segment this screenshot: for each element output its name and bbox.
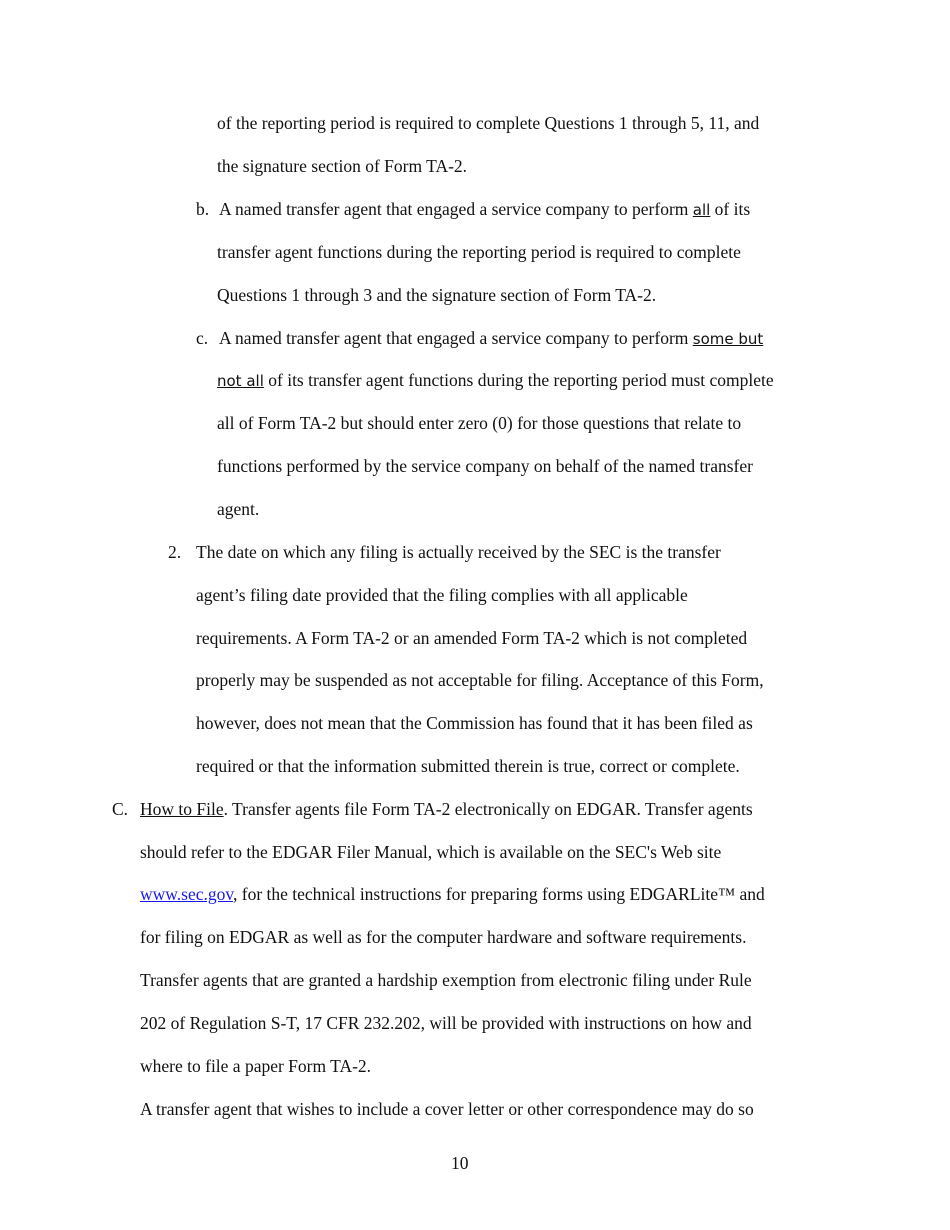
item-a-line-2: the signature section of Form TA-2. <box>217 156 468 176</box>
item-2-line-1: The date on which any filing is actually received by the SEC is the transfer <box>196 542 721 562</box>
section-c-line-7: where to file a paper Form TA-2. <box>140 1056 372 1076</box>
section-c-line-2: should refer to the EDGAR Filer Manual, which is available on the SEC's Web site <box>140 842 722 862</box>
item-b-text-tail: of its <box>710 199 751 219</box>
sec-website-link[interactable]: www.sec.gov <box>140 884 233 904</box>
item-2-line-6: required or that the information submitted therein is true, correct or complete. <box>196 756 740 776</box>
section-c-marker: C. <box>112 799 129 819</box>
item-b-line-2: transfer agent functions during the reporting period is required to complete <box>217 242 741 262</box>
item-2-line-5: however, does not mean that the Commission has found that it has been filed as <box>196 713 753 733</box>
item-a-line-1: of the reporting period is required to complete Questions 1 through 5, 11, and <box>217 113 760 133</box>
item-c-emphasis-1: some but <box>692 330 764 348</box>
item-2-line-3: requirements. A Form TA-2 or an amended Form TA-2 which is not completed <box>196 628 748 648</box>
item-2-marker: 2. <box>168 542 182 562</box>
item-b-line-1 <box>219 198 750 221</box>
item-b-text: A named transfer agent that engaged a service company to perform <box>219 199 693 219</box>
section-c-line-3-text: , for the technical instructions for preparing forms using EDGARLite™ and <box>233 884 765 904</box>
item-c-marker: c. <box>196 328 209 348</box>
item-c-line-1 <box>219 327 763 350</box>
section-c-line-1-text: . Transfer agents file Form TA-2 electronically on EDGAR. Transfer agents <box>223 799 753 819</box>
item-b-line-3: Questions 1 through 3 and the signature section of Form TA-2. <box>217 285 657 305</box>
section-c-line-4: for filing on EDGAR as well as for the computer hardware and software requirements. <box>140 927 747 947</box>
item-c-text: A named transfer agent that engaged a service company to perform <box>219 328 693 348</box>
item-c-emphasis-2: not all <box>217 372 264 390</box>
item-b-marker: b. <box>196 199 210 219</box>
item-c-line-2 <box>217 369 774 392</box>
page-number: 10 <box>451 1153 469 1173</box>
item-c-text-tail: of its transfer agent functions during the reporting period must complete <box>263 370 774 390</box>
section-c-line-6: 202 of Regulation S-T, 17 CFR 232.202, will be provided with instructions on how and <box>140 1013 752 1033</box>
item-2-line-2: agent’s filing date provided that the filing complies with all applicable <box>196 585 688 605</box>
item-c-line-5: agent. <box>217 499 260 519</box>
item-c-line-4: functions performed by the service company on behalf of the named transfer <box>217 456 753 476</box>
section-c-line-5: Transfer agents that are granted a hardship exemption from electronic filing under Rule <box>140 970 752 990</box>
section-c-line-3 <box>140 883 765 905</box>
section-c-line-1 <box>140 798 753 820</box>
item-2-line-4: properly may be suspended as not acceptable for filing. Acceptance of this Form, <box>196 670 764 690</box>
item-c-line-3: all of Form TA-2 but should enter zero (0) for those questions that relate to <box>217 413 742 433</box>
section-c-line-8: A transfer agent that wishes to include a cover letter or other correspondence may do so <box>140 1099 754 1119</box>
section-c-heading: How to File <box>140 799 224 819</box>
item-b-emphasis: all <box>692 201 711 219</box>
